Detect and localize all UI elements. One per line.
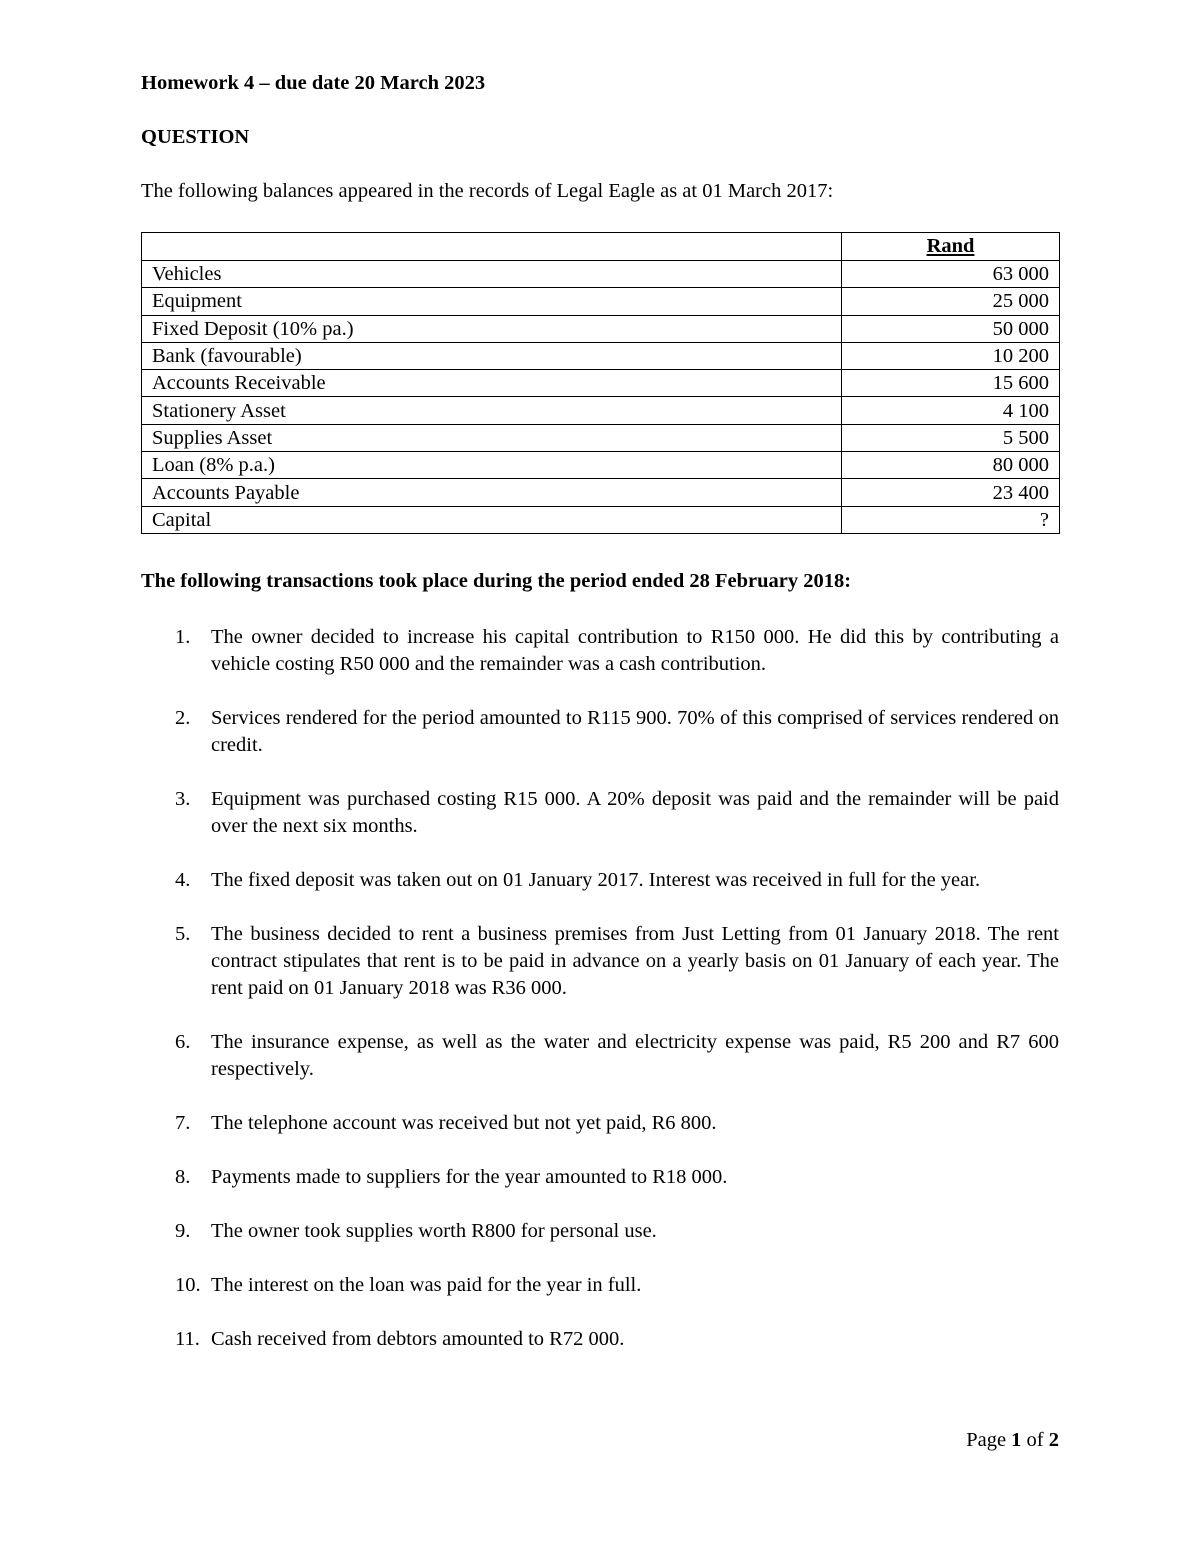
- document-title: Homework 4 – due date 20 March 2023: [141, 72, 486, 94]
- item-text: The fixed deposit was taken out on 01 January 2017. Interest was received in full for the year.: [211, 869, 981, 891]
- page-total: 2: [1048, 1429, 1059, 1451]
- table-row: [142, 397, 1060, 424]
- table-row: [142, 506, 1060, 533]
- list-item: [175, 624, 1059, 678]
- item-text: Cash received from debtors amounted to R72 000.: [211, 1328, 625, 1350]
- item-number: 9.: [175, 1220, 191, 1242]
- table-header-row: [142, 233, 1060, 261]
- row-label: Vehicles: [142, 261, 842, 288]
- row-amount: 25 000: [842, 288, 1060, 315]
- row-amount: 4 100: [842, 397, 1060, 424]
- item-number: 7.: [175, 1112, 191, 1134]
- list-item: [175, 1326, 1059, 1353]
- item-text: The owner took supplies worth R800 for personal use.: [211, 1220, 657, 1242]
- item-number: 10.: [175, 1274, 201, 1296]
- table-row: [142, 479, 1060, 506]
- row-label: Accounts Payable: [142, 479, 842, 506]
- item-text: Equipment was purchased costing R15 000. A 20% deposit was paid and the remainder will be paid over the next six months.: [211, 788, 1059, 837]
- item-text: The interest on the loan was paid for the year in full.: [211, 1274, 642, 1296]
- item-number: 11.: [175, 1328, 200, 1350]
- item-text: The insurance expense, as well as the water and electricity expense was paid, R5 200 and R7 600 respectively.: [211, 1031, 1059, 1080]
- item-text: Services rendered for the period amounted to R115 900. 70% of this comprised of services rendered on credit.: [211, 707, 1059, 756]
- row-label: Capital: [142, 506, 842, 533]
- row-label: Loan (8% p.a.): [142, 452, 842, 479]
- list-item: [175, 1218, 1059, 1245]
- section-heading: QUESTION: [141, 126, 250, 148]
- item-number: 6.: [175, 1031, 191, 1053]
- balances-table: [141, 232, 1060, 534]
- row-label: Equipment: [142, 288, 842, 315]
- row-label: Fixed Deposit (10% pa.): [142, 315, 842, 342]
- item-number: 2.: [175, 707, 191, 729]
- item-number: 5.: [175, 923, 191, 945]
- row-amount: 10 200: [842, 342, 1060, 369]
- list-item: [175, 705, 1059, 759]
- item-number: 4.: [175, 869, 191, 891]
- intro-text: The following balances appeared in the records of Legal Eagle as at 01 March 2017:: [141, 180, 834, 202]
- transactions-list: [175, 624, 1059, 1380]
- row-amount: ?: [842, 506, 1060, 533]
- item-number: 3.: [175, 788, 191, 810]
- item-text: The telephone account was received but not yet paid, R6 800.: [211, 1112, 717, 1134]
- list-item: [175, 1164, 1059, 1191]
- page-footer: [966, 1429, 1059, 1452]
- of-label: of: [1026, 1429, 1044, 1451]
- table-row: [142, 452, 1060, 479]
- row-amount: 50 000: [842, 315, 1060, 342]
- item-number: 8.: [175, 1166, 191, 1188]
- row-label: Accounts Receivable: [142, 370, 842, 397]
- row-amount: 15 600: [842, 370, 1060, 397]
- item-text: The business decided to rent a business premises from Just Letting from 01 January 2018. The rent contract stipulates that rent is to be paid in advance on a yearly basis on 01 January of each year. The rent paid on 01 January 2018 was R36 000.: [211, 923, 1059, 999]
- list-item: [175, 1029, 1059, 1083]
- row-amount: 5 500: [842, 424, 1060, 451]
- list-item: [175, 786, 1059, 840]
- table-row: [142, 261, 1060, 288]
- list-item: [175, 921, 1059, 1002]
- list-item: [175, 1110, 1059, 1137]
- row-amount: 80 000: [842, 452, 1060, 479]
- list-item: [175, 867, 1059, 894]
- row-label: Bank (favourable): [142, 342, 842, 369]
- page-number: 1: [1011, 1429, 1022, 1451]
- table-row: [142, 342, 1060, 369]
- list-item: [175, 1272, 1059, 1299]
- transactions-heading: The following transactions took place during the period ended 28 February 2018:: [141, 570, 852, 592]
- rand-header: Rand: [842, 233, 1060, 261]
- item-text: Payments made to suppliers for the year amounted to R18 000.: [211, 1166, 728, 1188]
- row-label: Supplies Asset: [142, 424, 842, 451]
- table-row: [142, 288, 1060, 315]
- row-amount: 63 000: [842, 261, 1060, 288]
- table-row: [142, 370, 1060, 397]
- item-number: 1.: [175, 626, 191, 648]
- label-header: [142, 233, 842, 261]
- row-label: Stationery Asset: [142, 397, 842, 424]
- table-row: [142, 424, 1060, 451]
- row-amount: 23 400: [842, 479, 1060, 506]
- item-text: The owner decided to increase his capital contribution to R150 000. He did this by contributing a vehicle costing R50 000 and the remainder was a cash contribution.: [211, 626, 1059, 675]
- page-label: Page: [966, 1429, 1007, 1451]
- table-row: [142, 315, 1060, 342]
